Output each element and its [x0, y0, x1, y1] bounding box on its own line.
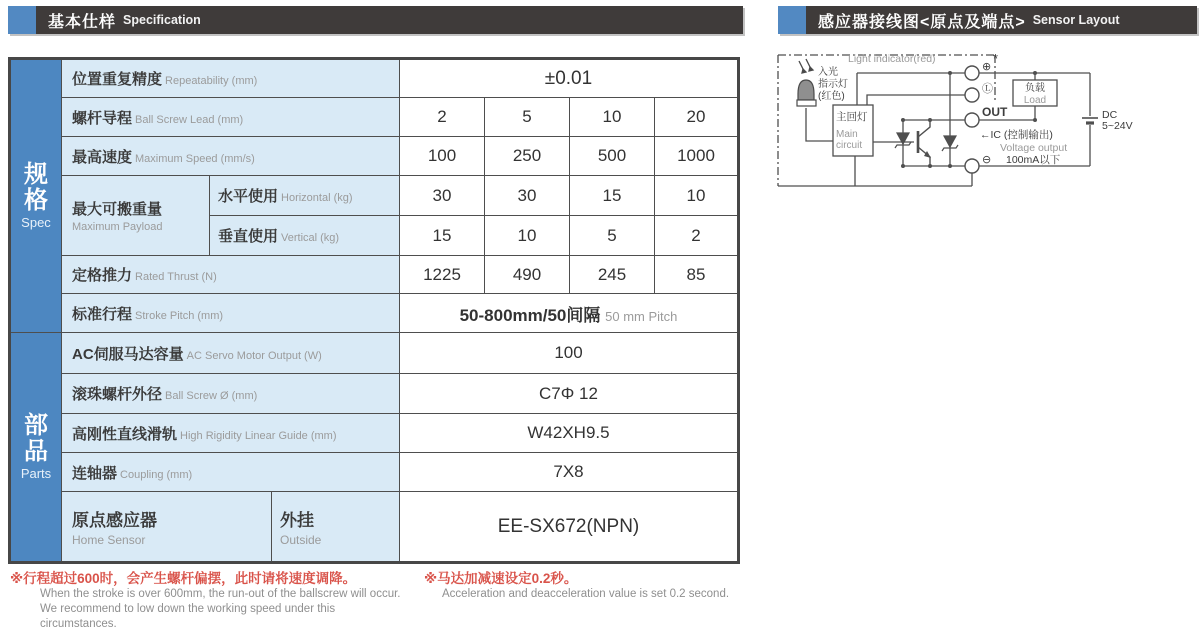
table-row: [10, 59, 739, 98]
main-circuit-en: circuit: [836, 140, 863, 151]
row-label-horizontal: 水平使用 Horizontal (kg): [210, 176, 400, 216]
out-label: OUT: [982, 105, 1008, 119]
section-spec-zh: 规格: [24, 160, 48, 214]
sensor-layout-title-en: Sensor Layout: [1032, 13, 1120, 27]
footnote-zh: ※马达加减速设定0.2秒。: [424, 571, 578, 586]
table-row: [10, 176, 739, 216]
value-thrust-3: 245: [570, 256, 655, 294]
led-label-zh: 入光: [818, 67, 838, 78]
value-repeatability: ±0.01: [400, 59, 739, 98]
asterisk-label: *: [993, 51, 999, 66]
spec-section-titlebar: [8, 6, 743, 34]
current-limit-label: 100mA以下: [1006, 154, 1061, 166]
section-spec-en: Spec: [21, 215, 51, 231]
value-vertical-3: 5: [570, 216, 655, 256]
value-vertical-1: 15: [400, 216, 485, 256]
table-row: [10, 414, 739, 453]
value-vertical-2: 10: [485, 216, 570, 256]
value-horizontal-2: 30: [485, 176, 570, 216]
terminal-l-label: Ⓛ: [982, 83, 993, 95]
terminal-minus-label: ⊖: [982, 154, 992, 166]
main-circuit-en: Main: [836, 129, 858, 140]
voltage-output-label: Voltage output: [1000, 142, 1068, 154]
footnote-en: When the stroke is over 600mm, the run-out of the ballscrew will occur.: [40, 588, 401, 600]
terminal-out-circle: [965, 113, 979, 127]
zener-diode-icon: [895, 133, 958, 151]
specification-table: [8, 57, 740, 564]
main-circuit-box: [833, 105, 873, 156]
footnote-en: We recommend to low down the working speed under this circumstances.: [40, 603, 336, 630]
load-zh: 负载: [1025, 83, 1045, 94]
value-lead-1: 2: [400, 98, 485, 137]
row-label-outside: 外挂 Outside: [272, 492, 400, 563]
spec-title-en: Specification: [123, 13, 201, 27]
led-indicator-icon: [797, 59, 816, 106]
spec-title-zh: 基本仕样: [48, 13, 117, 31]
value-horizontal-1: 30: [400, 176, 485, 216]
table-row: [10, 333, 739, 374]
row-label-home-sensor: 原点感应器 Home Sensor: [62, 492, 272, 563]
table-row: [10, 453, 739, 492]
value-lead-3: 10: [570, 98, 655, 137]
footnote-en: Acceleration and deacceleration value is set 0.2 second.: [442, 588, 730, 600]
table-row: [10, 492, 739, 563]
table-row: [10, 137, 739, 176]
main-circuit-zh: 主回灯: [836, 111, 868, 123]
value-horizontal-4: 10: [655, 176, 739, 216]
value-ballscrew: C7Φ 12: [400, 374, 739, 414]
value-horizontal-3: 15: [570, 176, 655, 216]
led-label-zh: 指示灯: [818, 79, 848, 90]
row-label-stroke: 标准行程 Stroke Pitch (mm): [62, 294, 400, 333]
terminal-l-circle: [965, 88, 979, 102]
light-indicator-label: Light indicator(red): [848, 53, 936, 65]
value-speed-4: 1000: [655, 137, 739, 176]
row-label-servo: AC伺服马达容量 AC Servo Motor Output (W): [62, 333, 400, 374]
value-servo: 100: [400, 333, 739, 374]
terminal-plus-label: ⊕: [982, 61, 992, 73]
row-label-ballscrew: 滚珠螺杆外径 Ball Screw Ø (mm): [62, 374, 400, 414]
section-parts-en: Parts: [20, 466, 52, 482]
battery-icon: [1082, 118, 1098, 123]
value-speed-2: 250: [485, 137, 570, 176]
table-row: [10, 374, 739, 414]
row-label-vertical: 垂直使用 Vertical (kg): [210, 216, 400, 256]
load-box: [1013, 80, 1057, 106]
value-thrust-4: 85: [655, 256, 739, 294]
row-label-speed: 最高速度 Maximum Speed (mm/s): [62, 137, 400, 176]
terminals: [965, 66, 979, 173]
sensor-layout-titlebar: [778, 6, 1197, 34]
row-label-thrust: 定格推力 Rated Thrust (N): [62, 256, 400, 294]
sensor-wiring-diagram: [772, 48, 1200, 200]
value-coupling: 7X8: [400, 453, 739, 492]
dc-label: DC: [1102, 109, 1118, 121]
value-speed-3: 500: [570, 137, 655, 176]
section-label-spec: [10, 59, 62, 333]
led-label-zh: (红色): [818, 91, 845, 102]
blue-square-icon: [778, 6, 806, 34]
section-parts-zh: 部品: [24, 411, 48, 465]
footnote-zh: ※行程超过600时，会产生螺杆偏摆，此时请将速度调降。: [10, 571, 357, 586]
table-row: [10, 256, 739, 294]
value-speed-1: 100: [400, 137, 485, 176]
table-row: [10, 98, 739, 137]
row-label-payload: 最大可搬重量 Maximum Payload: [62, 176, 210, 256]
terminal-plus-circle: [965, 66, 979, 80]
footnote-stroke-warning: [10, 570, 410, 632]
section-label-parts: [10, 333, 62, 563]
row-label-lead: 螺杆导程 Ball Screw Lead (mm): [62, 98, 400, 137]
table-row: [10, 294, 739, 333]
value-thrust-2: 490: [485, 256, 570, 294]
value-thrust-1: 1225: [400, 256, 485, 294]
value-vertical-4: 2: [655, 216, 739, 256]
transistor-icon: [918, 120, 931, 166]
sensor-layout-title-zh: 感应器接线图<原点及端点>: [818, 13, 1026, 31]
value-stroke: 50-800mm/50间隔 50 mm Pitch: [400, 294, 739, 333]
load-en: Load: [1023, 95, 1047, 106]
footnote-acceleration: [424, 570, 784, 602]
dc-voltage-label: 5~24V: [1102, 120, 1133, 132]
value-guide: W42XH9.5: [400, 414, 739, 453]
row-label-guide: 高刚性直线滑轨 High Rigidity Linear Guide (mm): [62, 414, 400, 453]
ic-control-output-label: ←IC (控制输出): [980, 129, 1053, 141]
value-lead-4: 20: [655, 98, 739, 137]
value-home-sensor: EE-SX672(NPN): [400, 492, 739, 563]
row-label-coupling: 连轴器 Coupling (mm): [62, 453, 400, 492]
row-label-repeatability: 位置重复精度 Repeatability (mm): [62, 59, 400, 98]
terminal-minus-circle: [965, 159, 979, 173]
value-lead-2: 5: [485, 98, 570, 137]
light-arrows-icon: [799, 59, 813, 73]
blue-square-icon: [8, 6, 36, 34]
